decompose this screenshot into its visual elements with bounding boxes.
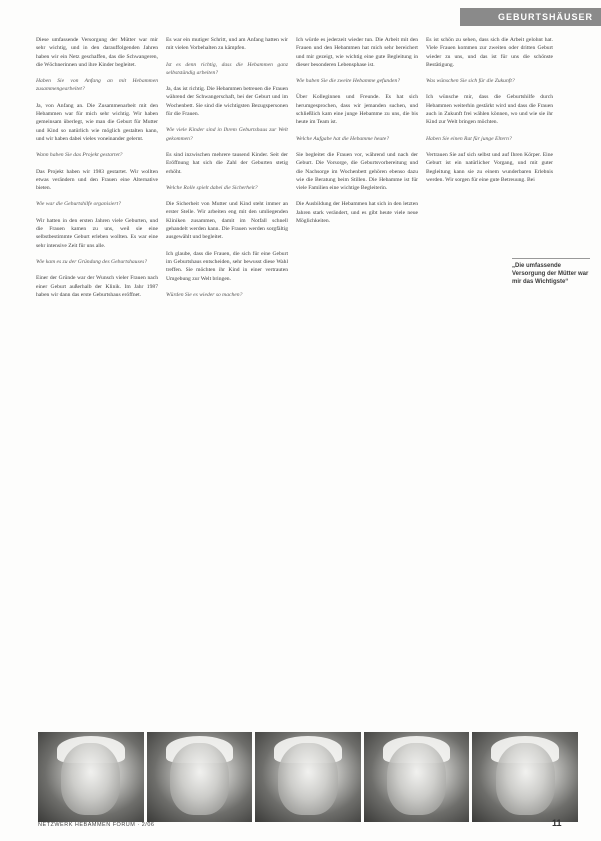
paragraph: Es ist schön zu sehen, dass sich die Arbeit gelohnt hat. Viele Frauen kommen zur zweiten oder dritten Geburt wieder zu uns, und das ist für uns die schönste Bestätigung. <box>426 37 553 68</box>
photo-detail <box>278 743 337 815</box>
interview-question: Wie haben Sie die zweite Hebamme gefunden? <box>296 78 401 85</box>
paragraph: Wir hatten in den ersten Jahren viele Geburten, und die Frauen kamen zu uns, weil sie eine selbstbestimmte Geburt erleben wollten. Es war eine sehr intensive Zeit für uns alle. <box>36 217 158 249</box>
interview-question: Haben Sie einen Rat für junge Eltern? <box>426 135 512 142</box>
interview-question: Wie war die Geburtshilfe organisiert? <box>36 201 121 208</box>
photo-detail <box>170 743 229 815</box>
paragraph: Diese umfassende Versorgung der Mütter war mir sehr wichtig, und in den darauffolgenden Jahren haben wir ein Netz geschaffen, das die Schwangeren, die Wöchnerinnen und ihre Kinder begleitet. <box>36 37 158 68</box>
paragraph: Es war ein mutiger Schritt, und am Anfang hatten wir mit vielen Vorbehalten zu kämpfen. <box>166 37 288 52</box>
interview-question: Wie kam es zu der Gründung des Geburtshauses? <box>36 258 148 265</box>
footer-magazine-name: NETZWERK HEBAMMEN FORUM · 2/06 <box>38 822 155 828</box>
paragraph: Ja, das ist richtig. Die Hebammen betreuen die Frauen während der Schwangerschaft, bei der Geburt und im Wochenbett. Sie sind die wichtigsten Bezugspersonen für die Frauen. <box>166 86 288 118</box>
paragraph: Ja, von Anfang an. Die Zusammenarbeit mit den Hebammen war für mich sehr wichtig. Wir haben gemeinsam überlegt, wie man die Geburt für Mutter und Kind so natürlich wie möglich gestalten kann, und wir haben dabei vieles voneinander gelernt. <box>36 102 158 142</box>
interview-question: Wann haben Sie das Projekt gestartet? <box>36 152 123 159</box>
paragraph: Über Kolleginnen und Freunde. Es hat sich herumgesprochen, dass wir jemanden suchen, und schließlich kam eine junge Hebamme zu uns, die bis heute im Team ist. <box>296 94 418 126</box>
interview-question: Was wünschen Sie sich für die Zukunft? <box>426 78 515 85</box>
photo-detail <box>496 743 555 815</box>
paragraph: Die Sicherheit von Mutter und Kind steht immer an erster Stelle. Wir arbeiten eng mit den umliegenden Kliniken zusammen, damit im Notfall schnell gehandelt werden kann. Die Frauen werden sorgfältig ausgewählt und begleitet. <box>166 201 288 241</box>
paragraph: Ich wünsche mir, dass die Geburtshilfe durch Hebammen weiterhin gestärkt wird und dass die Frauen auch in Zukunft frei wählen können, wo und wie sie ihr Kind zur Welt bringen möchten. <box>426 94 553 126</box>
pull-quote: „Die umfassende Versorgung der Mütter war mir das Wichtigste“ <box>512 258 590 286</box>
paragraph: Die Ausbildung der Hebammen hat sich in den letzten Jahren stark verändert, und es gibt heute viele neue Möglichkeiten. <box>296 201 418 225</box>
interview-question: Welche Aufgabe hat die Hebamme heute? <box>296 135 390 142</box>
section-header <box>460 8 601 26</box>
portrait-photo <box>364 732 470 822</box>
portrait-photo <box>38 732 144 822</box>
paragraph: Vertrauen Sie auf sich selbst und auf Ihren Körper. Eine Geburt ist ein natürlicher Vorgang, und mit guter Begleitung kann sie zu einem wunderbaren Erlebnis werden. Wir sorgen für eine gute Betreuung. Bei <box>426 151 553 183</box>
interview-question: Ist es denn richtig, dass die Hebammen ganz selbstständig arbeiten? <box>166 61 288 76</box>
portrait-photo <box>472 732 578 822</box>
interview-question: Würden Sie es wieder so machen? <box>166 291 243 298</box>
article-column-2 <box>166 36 288 686</box>
photo-detail <box>387 743 446 815</box>
section-title: GEBURTSHÄUSER <box>497 12 593 22</box>
article-column-3 <box>296 36 418 686</box>
interview-question: Haben Sie von Anfang an mit Hebammen zusammengearbeitet? <box>36 78 158 93</box>
paragraph: Ich würde es jederzeit wieder tun. Die Arbeit mit den Frauen und den Hebammen hat mich sehr bereichert und mir gezeigt, wie wichtig eine gute Begleitung in dieser besonderen Lebensphase ist. <box>296 37 418 68</box>
portrait-photo <box>255 732 361 822</box>
paragraph: Ich glaube, dass die Frauen, die sich für eine Geburt im Geburtshaus entscheiden, sehr bewusst diese Wahl treffen. Sie möchten ihr Kind in einer vertrauten Umgebung zur Welt bringen. <box>166 250 288 282</box>
paragraph: Das Projekt haben wir 1983 gestartet. Wir wollten etwas verändern und den Frauen eine Alternative bieten. <box>36 168 158 192</box>
photo-detail <box>61 743 120 815</box>
interview-question: Wie viele Kinder sind in Ihrem Geburtshaus zur Welt gekommen? <box>166 127 288 142</box>
paragraph: Sie begleitet die Frauen vor, während und nach der Geburt. Die Vorsorge, die Geburtsvorbereitung und die Nachsorge im Wochenbett gehören ebenso dazu wie die Beratung beim Stillen. Die Hebamme ist für viele Familien eine wichtige Begleiterin. <box>296 151 418 192</box>
interview-question: Welche Rolle spielt dabei die Sicherheit? <box>166 184 258 191</box>
article-column-4 <box>426 36 553 686</box>
article-column-1 <box>36 36 158 686</box>
photo-strip <box>38 732 578 822</box>
paragraph: Es sind inzwischen mehrere tausend Kinder. Seit der Eröffnung hat sich die Zahl der Geburten stetig erhöht. <box>166 151 288 175</box>
paragraph: Einer der Gründe war der Wunsch vieler Frauen nach einer Geburt außerhalb der Klinik. Im Jahr 1987 haben wir dann das erste Geburtshaus eröffnet. <box>36 275 158 298</box>
portrait-photo <box>147 732 253 822</box>
page-number: 11 <box>552 818 562 828</box>
